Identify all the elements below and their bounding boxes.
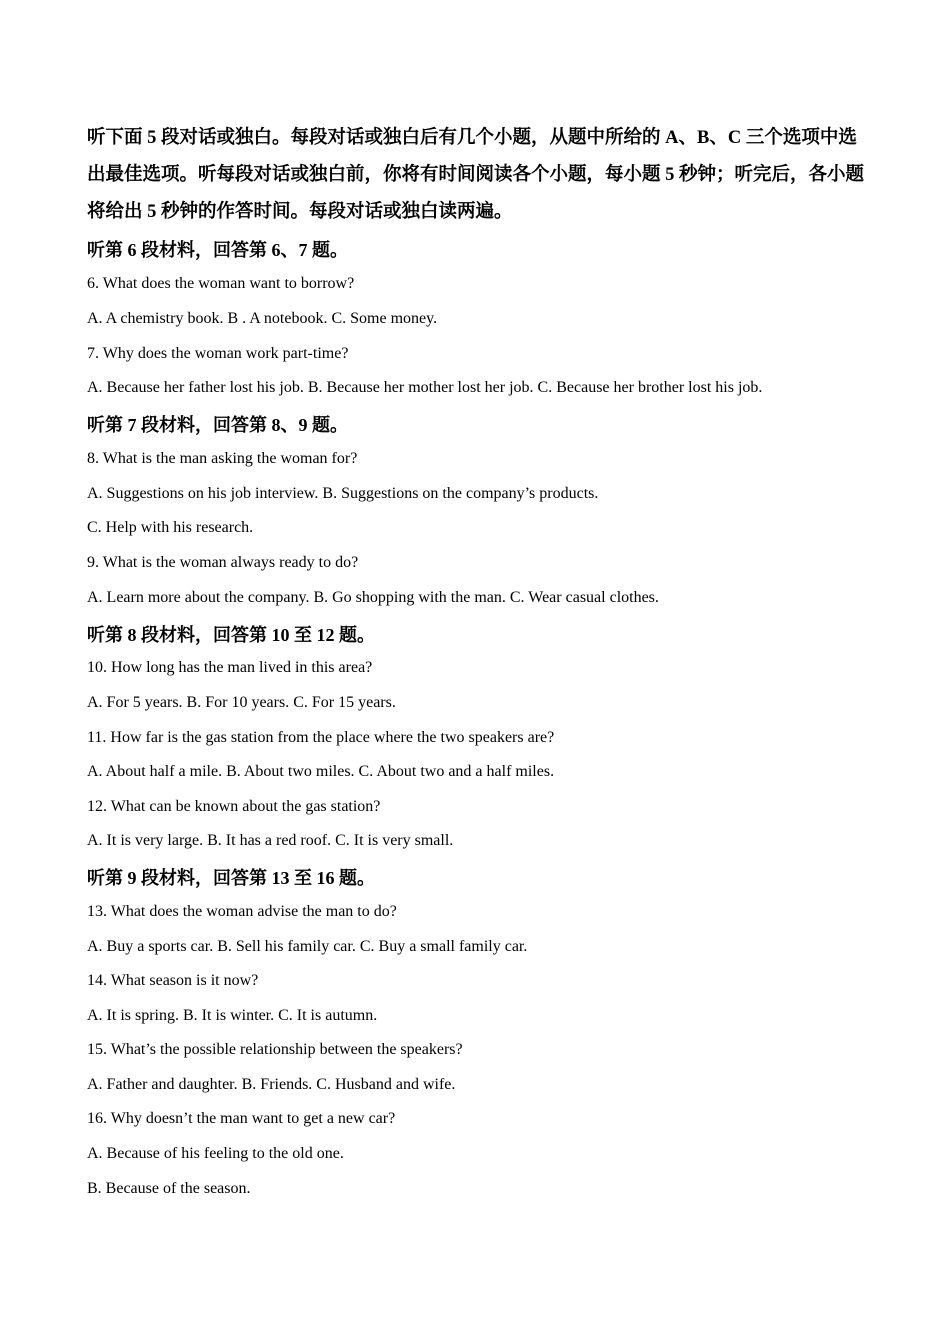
option-16-b: B. Because of the season. xyxy=(87,1180,251,1197)
section-heading-8: 听第 8 段材料，回答第 10 至 12 题。 xyxy=(87,625,375,645)
question-11: 11. How far is the gas station from the place where the two speakers are? xyxy=(87,729,555,746)
question-7: 7. Why does the woman work part-time? xyxy=(87,345,349,362)
options-13: A. Buy a sports car. B. Sell his family car. C. Buy a small family car. xyxy=(87,938,528,955)
section-heading-6: 听第 6 段材料，回答第 6、7 题。 xyxy=(87,240,348,260)
options-8: A. Suggestions on his job interview. B. Suggestions on the company’s products. xyxy=(87,485,599,502)
instructions-paragraph: 听下面 5 段对话或独白。每段对话或独白后有几个小题，从题中所给的 A、B、C 三个选项中选出最佳选项。听每段对话或独白前，你将有时间阅读各个小题，每小题 5 秒钟；听完后，各小题将给出 5 秒钟的作答时间。每段对话或独白读两遍。 xyxy=(87,128,865,222)
options-6: A. A chemistry book. B . A notebook. C. Some money. xyxy=(87,310,438,327)
options-12: A. It is very large. B. It has a red roof. C. It is very small. xyxy=(87,832,454,849)
question-13: 13. What does the woman advise the man to do? xyxy=(87,903,397,920)
options-9: A. Learn more about the company. B. Go shopping with the man. C. Wear casual clothes. xyxy=(87,589,659,606)
options-7: A. Because her father lost his job. B. Because her mother lost her job. C. Because her brother lost his job. xyxy=(87,379,763,396)
section-heading-7: 听第 7 段材料，回答第 8、9 题。 xyxy=(87,415,348,435)
question-8: 8. What is the man asking the woman for? xyxy=(87,450,358,467)
question-12: 12. What can be known about the gas station? xyxy=(87,798,381,815)
options-10: A. For 5 years. B. For 10 years. C. For 15 years. xyxy=(87,694,396,711)
question-14: 14. What season is it now? xyxy=(87,972,259,989)
options-14: A. It is spring. B. It is winter. C. It is autumn. xyxy=(87,1007,378,1024)
question-16: 16. Why doesn’t the man want to get a new car? xyxy=(87,1110,396,1127)
options-8-continued: C. Help with his research. xyxy=(87,519,254,536)
question-9: 9. What is the woman always ready to do? xyxy=(87,554,359,571)
question-10: 10. How long has the man lived in this area? xyxy=(87,659,373,676)
section-heading-9: 听第 9 段材料，回答第 13 至 16 题。 xyxy=(87,868,375,888)
options-15: A. Father and daughter. B. Friends. C. Husband and wife. xyxy=(87,1076,456,1093)
options-11: A. About half a mile. B. About two miles. C. About two and a half miles. xyxy=(87,763,555,780)
question-6: 6. What does the woman want to borrow? xyxy=(87,275,355,292)
question-15: 15. What’s the possible relationship between the speakers? xyxy=(87,1041,463,1058)
option-16-a: A. Because of his feeling to the old one. xyxy=(87,1145,344,1162)
